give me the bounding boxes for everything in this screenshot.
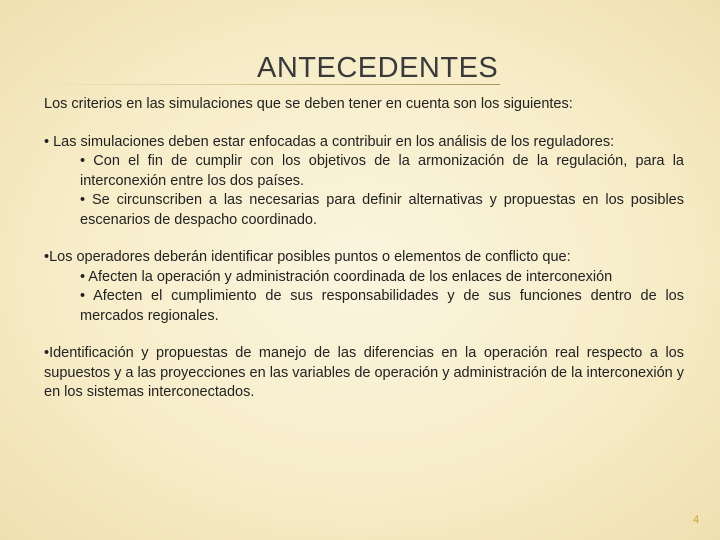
bullet-1-text: • Las simulaciones deben estar enfocadas a contribuir en los análisis de los reguladores:: [44, 133, 615, 150]
intro-text: Los criterios en las simulaciones que se deben tener en cuenta son los siguientes:: [44, 96, 573, 112]
bullet-2: [44, 248, 684, 326]
bullet-2-sub-1: • Afecten la operación y administración coordinada de los enlaces de interconexión: [80, 268, 613, 285]
bullet-1-sub-2: • Se circunscriben a las necesarias para definir alternativas y propuestas en los posibles escenarios de despacho coordinado.: [80, 192, 684, 228]
title-underline: [40, 84, 500, 85]
bullet-3: •Identificación y propuestas de manejo de las diferencias en la operación real respecto a los supuestos y a las proyecciones en las variables de operación y administración de la interconexión y en los sistemas interconectados.: [44, 345, 684, 400]
bullet-2-text: •Los operadores deberán identificar posibles puntos o elementos de conflicto que:: [44, 249, 571, 265]
slide-body: [44, 95, 684, 403]
bullet-1-sub-1: • Con el fin de cumplir con los objetivos de la armonización de la regulación, para la interconexión entre los dos países.: [80, 153, 684, 189]
bullet-2-sub-2: • Afecten el cumplimiento de sus responsabilidades y de sus funciones dentro de los mercados regionales.: [80, 288, 684, 324]
slide-title: ANTECEDENTES: [257, 52, 499, 84]
bullet-1: [44, 133, 684, 231]
page-number: 4: [693, 514, 700, 526]
